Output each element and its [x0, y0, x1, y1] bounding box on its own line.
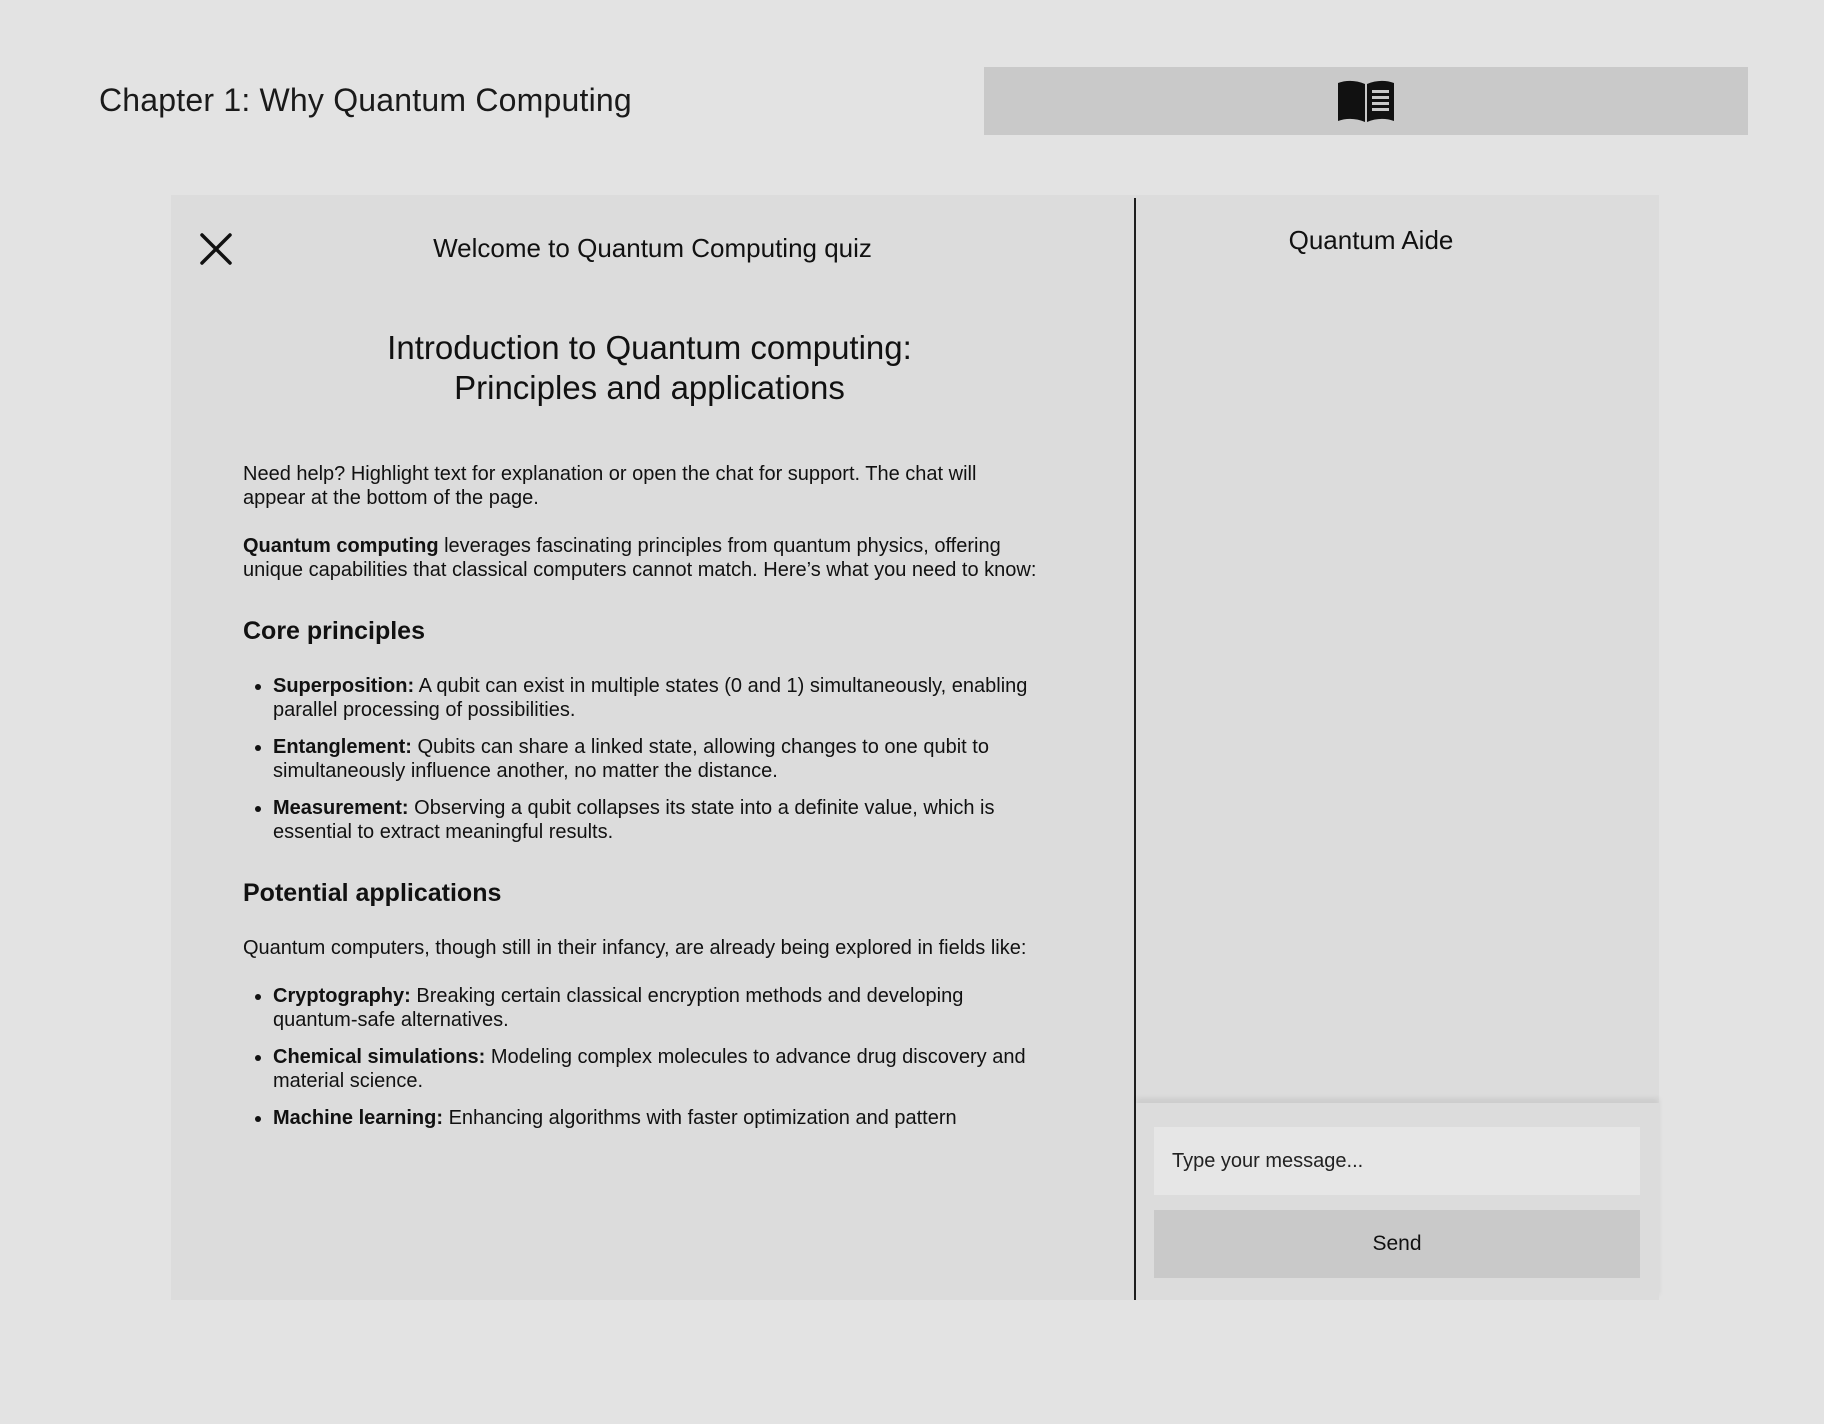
core-principles-list	[243, 674, 1043, 844]
help-text: Need help? Highlight text for explanation or open the chat for support. The chat will appear at the bottom of the page.	[243, 463, 977, 509]
chat-title: Quantum Aide	[1288, 225, 1454, 255]
lesson-body	[243, 462, 1043, 1143]
list-item-text: Breaking certain classical encryption methods and developing quantum-safe alternatives.	[273, 985, 964, 1031]
list-item-text: Observing a qubit collapses its state into a definite value, which is essential to extract meaningful results.	[273, 797, 995, 843]
list-item	[273, 1045, 1043, 1093]
intro-text: leverages fascinating principles from quantum physics, offering unique capabilities that classical computers cannot match. Here’s what you need to know:	[243, 535, 1037, 581]
list-item	[273, 796, 1043, 844]
list-item-text: Qubits can share a linked state, allowing changes to one qubit to simultaneously influence another, no matter the distance.	[273, 736, 989, 782]
list-item-term: Cryptography:	[273, 985, 411, 1007]
list-item-term: Entanglement:	[273, 736, 412, 758]
lesson-title-line2: Principles and applications	[454, 369, 845, 406]
applications-heading: Potential applications	[243, 879, 502, 907]
lesson-title-line1: Introduction to Quantum computing:	[387, 329, 912, 366]
list-item-text: Modeling complex molecules to advance drug discovery and material science.	[273, 1046, 1026, 1092]
intro-term: Quantum computing	[243, 535, 439, 557]
quiz-panel	[171, 195, 1659, 1300]
list-item	[273, 1106, 1043, 1130]
list-item	[273, 735, 1043, 783]
intro-paragraph	[243, 534, 1043, 582]
chat-pane	[1136, 195, 1659, 1300]
quiz-header: Welcome to Quantum Computing quiz	[433, 233, 872, 263]
core-principles-heading: Core principles	[243, 617, 425, 645]
list-item-term: Chemical simulations:	[273, 1046, 486, 1068]
list-item-text: A qubit can exist in multiple states (0 and 1) simultaneously, enabling parallel processing of possibilities.	[273, 675, 1028, 721]
list-item	[273, 984, 1043, 1032]
list-item-term: Machine learning:	[273, 1107, 444, 1129]
quiz-pane	[171, 195, 1134, 1300]
chapter-title: Chapter 1: Why Quantum Computing	[99, 82, 632, 118]
send-button[interactable]: Send	[1154, 1210, 1640, 1278]
list-item-term: Superposition:	[273, 675, 415, 697]
book-icon	[1336, 77, 1396, 125]
chat-message-input[interactable]	[1154, 1127, 1640, 1195]
applications-intro: Quantum computers, though still in their infancy, are already being explored in fields like:	[243, 937, 1027, 959]
list-item	[273, 674, 1043, 722]
list-item-text: Enhancing algorithms with faster optimization and pattern	[443, 1107, 957, 1129]
chat-footer	[1136, 1103, 1659, 1300]
book-button[interactable]	[984, 67, 1748, 135]
lesson-title	[243, 328, 1056, 408]
list-item-term: Measurement:	[273, 797, 409, 819]
applications-list	[243, 984, 1043, 1130]
